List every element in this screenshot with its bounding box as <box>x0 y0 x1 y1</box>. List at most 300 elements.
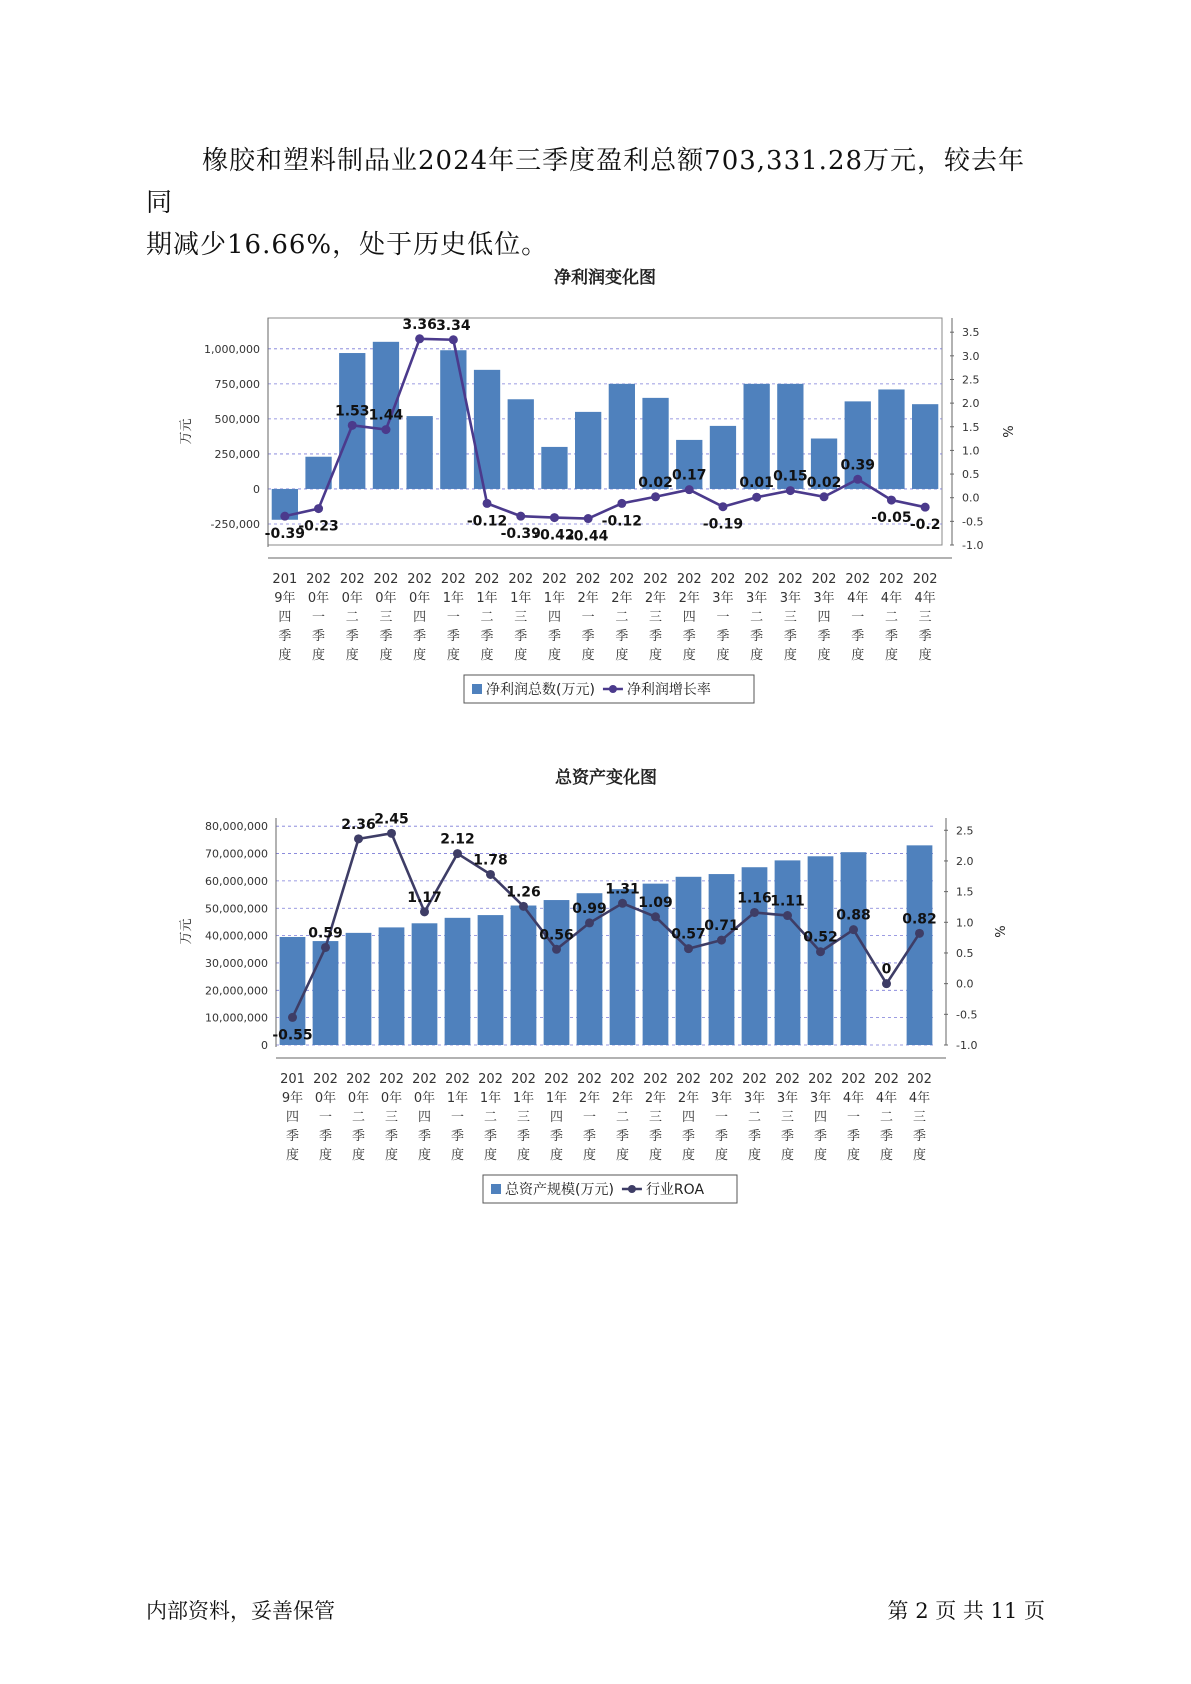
x-tick-label: 202 <box>577 1072 602 1087</box>
x-tick-label: 202 <box>874 1072 899 1087</box>
x-tick-label: 四 <box>817 610 831 625</box>
line-point <box>617 499 626 508</box>
x-tick-label: 一 <box>846 1110 861 1125</box>
y2-tick-label: -1.0 <box>956 1039 978 1052</box>
x-tick-label: 度 <box>817 648 831 663</box>
x-tick-label: 三 <box>514 610 528 625</box>
x-tick-label: 1年 <box>479 1091 502 1106</box>
bar <box>878 389 904 488</box>
x-tick-label: 202 <box>811 572 837 587</box>
x-tick-label: 季 <box>884 629 898 644</box>
x-tick-label: 一 <box>851 610 865 625</box>
x-tick-label: 度 <box>480 648 494 663</box>
line-point <box>321 943 330 952</box>
y-tick-label: 30,000,000 <box>205 956 268 970</box>
x-tick-label: 0年 <box>314 1091 337 1106</box>
y2-tick-label: 0.0 <box>956 977 974 991</box>
chart-title: 净利润变化图 <box>554 268 656 288</box>
x-tick-label: 3年 <box>743 1091 766 1106</box>
x-tick-label: 度 <box>318 1148 333 1163</box>
legend-bar-swatch <box>472 684 482 694</box>
y-tick-label: -250,000 <box>210 517 260 531</box>
y2-tick-label: 2.5 <box>956 824 974 838</box>
data-label: 0.02 <box>806 474 842 491</box>
x-tick-label: 度 <box>351 1148 366 1163</box>
x-tick-label: 1年 <box>476 591 498 606</box>
x-tick-label: 季 <box>483 1129 498 1144</box>
data-label: 0 <box>881 961 892 978</box>
y2-tick-label: 0.5 <box>956 946 974 960</box>
x-tick-label: 度 <box>516 1148 531 1163</box>
line-point <box>684 944 693 953</box>
data-label: 1.16 <box>737 890 772 907</box>
x-tick-label: 202 <box>478 1072 503 1087</box>
x-tick-label: 度 <box>681 1148 696 1163</box>
x-tick-label: 度 <box>413 648 427 663</box>
x-tick-label: 季 <box>312 629 326 644</box>
data-label: 1.78 <box>473 852 508 869</box>
y-tick-label: 40,000,000 <box>205 929 268 943</box>
x-tick-label: 202 <box>544 1072 569 1087</box>
x-tick-label: 度 <box>379 648 393 663</box>
x-tick-label: 2年 <box>611 591 633 606</box>
line-point <box>415 334 424 343</box>
x-tick-label: 1年 <box>543 591 566 606</box>
x-tick-label: 度 <box>615 1148 630 1163</box>
data-label: -0.12 <box>466 513 508 530</box>
bar <box>710 426 736 489</box>
x-tick-label: 季 <box>615 1129 630 1144</box>
x-tick-label: 202 <box>373 572 399 587</box>
line-point <box>752 493 761 502</box>
x-tick-label: 202 <box>775 1072 800 1087</box>
x-tick-label: 一 <box>312 610 326 625</box>
summary-line-1: 橡胶和塑料制品业2024年三季度盈利总额703,331.28万元，较去年同 <box>146 146 1026 218</box>
x-tick-label: 202 <box>542 572 567 587</box>
x-tick-label: 4年 <box>847 591 869 606</box>
y2-tick-label: 0.5 <box>962 468 980 482</box>
x-tick-label: 202 <box>575 572 601 587</box>
y2-tick-label: 1.0 <box>962 444 980 458</box>
line-point <box>816 947 825 956</box>
line-point <box>921 503 930 512</box>
x-tick-label: 季 <box>446 629 460 644</box>
line-point <box>651 912 660 921</box>
x-tick-label: 202 <box>511 1072 536 1087</box>
line-point <box>387 829 396 838</box>
summary-line-2: 期减少16.66%，处于历史低位。 <box>146 230 549 260</box>
x-tick-label: 202 <box>808 1072 833 1087</box>
bar <box>478 915 504 1045</box>
x-tick-label: 3年 <box>779 591 801 606</box>
x-tick-label: 202 <box>744 572 770 587</box>
x-tick-label: 1年 <box>545 1091 568 1106</box>
x-tick-label: 3年 <box>776 1091 799 1106</box>
x-tick-label: 二 <box>884 610 898 625</box>
y2-tick-label: -0.5 <box>956 1008 978 1022</box>
x-tick-label: 季 <box>549 1129 564 1144</box>
data-label: 0.52 <box>803 929 838 946</box>
x-tick-label: 3年 <box>809 1091 832 1106</box>
x-tick-label: 二 <box>615 610 629 625</box>
y2-tick-label: 2.5 <box>962 373 980 387</box>
net-profit-chart-svg <box>0 255 1191 725</box>
x-tick-label: 度 <box>285 1148 300 1163</box>
x-tick-label: 202 <box>346 1072 371 1087</box>
data-label: 0.71 <box>704 918 739 935</box>
x-tick-label: 度 <box>446 648 460 663</box>
x-tick-label: 202 <box>339 572 365 587</box>
line-point <box>516 512 525 521</box>
x-tick-label: 一 <box>581 610 595 625</box>
x-tick-label: 度 <box>582 1148 597 1163</box>
y2-tick-label: -0.5 <box>962 515 984 529</box>
bar <box>676 877 702 1045</box>
data-label: -0.23 <box>298 518 339 535</box>
line-point <box>584 514 593 523</box>
x-tick-label: 季 <box>285 1129 300 1144</box>
line-point <box>651 492 660 501</box>
data-label: 0.88 <box>836 907 871 924</box>
x-tick-label: 度 <box>450 1148 465 1163</box>
y-tick-label: 50,000,000 <box>205 902 268 916</box>
data-label: -0.12 <box>601 513 643 530</box>
data-label: -0.55 <box>272 1027 313 1044</box>
x-tick-label: 二 <box>750 610 764 625</box>
x-tick-label: 度 <box>716 648 730 663</box>
x-tick-label: 四 <box>682 610 696 625</box>
bar <box>412 923 438 1045</box>
x-tick-label: 4年 <box>842 1091 865 1106</box>
x-tick-label: 1年 <box>510 591 532 606</box>
line-point <box>280 512 289 521</box>
x-tick-label: 季 <box>747 1129 762 1144</box>
footer-page-number: 第 2 页 共 11 页 <box>887 1599 1045 1623</box>
line-point <box>348 421 357 430</box>
x-tick-label: 季 <box>379 629 393 644</box>
x-tick-label: 二 <box>615 1110 630 1125</box>
data-label: 2.45 <box>374 811 409 828</box>
x-tick-label: 0年 <box>375 591 397 606</box>
x-tick-label: 二 <box>351 1110 366 1125</box>
data-label: 0.01 <box>739 475 774 492</box>
bar <box>407 416 433 489</box>
x-tick-label: 3年 <box>813 591 835 606</box>
line-point <box>717 936 726 945</box>
y-tick-label: 10,000,000 <box>205 1011 268 1025</box>
data-label: 0.57 <box>671 926 706 943</box>
data-label: 0.56 <box>539 927 574 944</box>
x-tick-label: 季 <box>649 629 663 644</box>
x-tick-label: 季 <box>783 629 797 644</box>
x-tick-label: 一 <box>318 1110 333 1125</box>
x-tick-label: 四 <box>278 610 292 625</box>
x-tick-label: 季 <box>581 629 595 644</box>
x-tick-label: 202 <box>841 1072 866 1087</box>
data-label: 1.17 <box>407 889 442 906</box>
x-tick-label: 四 <box>413 610 427 625</box>
x-tick-label: 0年 <box>307 591 330 606</box>
x-tick-label: 2年 <box>644 591 667 606</box>
data-label: 0.02 <box>638 474 673 491</box>
line-point <box>288 1013 297 1022</box>
x-tick-label: 202 <box>440 572 466 587</box>
bar <box>609 384 635 489</box>
data-label: 1.53 <box>334 403 370 420</box>
data-label: -0.19 <box>702 516 744 533</box>
line-point <box>483 499 492 508</box>
x-tick-label: 季 <box>547 629 561 644</box>
y-tick-label: 750,000 <box>214 377 260 391</box>
bar <box>474 370 500 489</box>
x-tick-label: 度 <box>549 1148 564 1163</box>
x-tick-label: 0年 <box>341 591 363 606</box>
y-tick-label: 1,000,000 <box>204 342 260 356</box>
bar <box>508 399 534 489</box>
x-tick-label: 一 <box>716 610 730 625</box>
x-tick-label: 1年 <box>446 1091 469 1106</box>
x-tick-label: 季 <box>780 1129 795 1144</box>
line-point <box>420 907 429 916</box>
bar <box>346 933 372 1045</box>
x-tick-label: 度 <box>879 1148 894 1163</box>
x-tick-label: 3年 <box>746 591 768 606</box>
y-axis-label: 万元 <box>179 418 194 445</box>
x-tick-label: 2年 <box>577 591 599 606</box>
x-tick-label: 三 <box>780 1110 795 1125</box>
data-label: -0.2 <box>909 517 941 534</box>
x-tick-label: 季 <box>851 629 865 644</box>
y2-axis-label: % <box>999 425 1014 438</box>
data-label: 0.15 <box>773 468 808 485</box>
x-tick-label: 三 <box>783 610 797 625</box>
summary-paragraph <box>146 140 1046 266</box>
line-point <box>381 425 390 434</box>
x-tick-label: 季 <box>682 629 696 644</box>
x-tick-label: 度 <box>884 648 898 663</box>
total-assets-chart <box>0 755 1191 1225</box>
legend-line-label: 净利润增长率 <box>626 682 711 698</box>
x-tick-label: 202 <box>407 572 433 587</box>
line-point <box>550 513 559 522</box>
x-tick-label: 度 <box>514 648 528 663</box>
line-point <box>618 899 627 908</box>
bar <box>744 384 770 489</box>
x-tick-label: 202 <box>379 1072 404 1087</box>
x-tick-label: 季 <box>413 629 427 644</box>
data-label: 0.39 <box>840 457 876 474</box>
x-tick-label: 一 <box>714 1110 729 1125</box>
x-tick-label: 季 <box>516 1129 531 1144</box>
legend-bar-label: 净利润总数(万元) <box>486 682 595 698</box>
data-label: 1.09 <box>638 894 673 911</box>
line-point <box>314 504 323 513</box>
x-tick-label: 2年 <box>578 1091 601 1106</box>
y2-tick-label: 1.5 <box>962 420 980 434</box>
y2-tick-label: 2.0 <box>962 397 980 411</box>
x-tick-label: 季 <box>846 1129 861 1144</box>
x-tick-label: 季 <box>278 629 292 644</box>
x-tick-label: 202 <box>445 1072 470 1087</box>
x-tick-label: 度 <box>581 648 595 663</box>
x-tick-label: 季 <box>514 629 528 644</box>
data-label: 3.36 <box>402 316 437 333</box>
x-tick-label: 度 <box>649 648 663 663</box>
line-point <box>882 979 891 988</box>
x-tick-label: 202 <box>907 1072 932 1087</box>
x-tick-label: 三 <box>384 1110 399 1125</box>
y2-tick-label: 2.0 <box>956 854 974 868</box>
x-tick-label: 4年 <box>880 591 903 606</box>
x-tick-label: 202 <box>879 572 904 587</box>
x-tick-label: 季 <box>714 1129 729 1144</box>
x-tick-label: 202 <box>610 1072 635 1087</box>
x-tick-label: 1年 <box>442 591 464 606</box>
x-tick-label: 三 <box>516 1110 531 1125</box>
data-label: 1.44 <box>368 407 404 424</box>
y-tick-label: 80,000,000 <box>205 820 268 834</box>
x-tick-label: 二 <box>483 1110 498 1125</box>
x-tick-label: 季 <box>615 629 629 644</box>
line-point <box>552 945 561 954</box>
x-tick-label: 2年 <box>611 1091 634 1106</box>
x-tick-label: 四 <box>681 1110 696 1125</box>
line-point <box>786 486 795 495</box>
bar <box>511 906 537 1045</box>
x-tick-label: 二 <box>879 1110 894 1125</box>
bar <box>841 852 867 1045</box>
legend-line-marker <box>628 1185 636 1193</box>
x-tick-label: 9年 <box>281 1091 304 1106</box>
y-tick-label: 0 <box>261 1039 268 1052</box>
x-tick-label: 度 <box>783 648 797 663</box>
y2-tick-label: -1.0 <box>962 539 984 552</box>
x-tick-label: 度 <box>918 648 932 663</box>
line-point <box>849 925 858 934</box>
x-tick-label: 季 <box>879 1129 894 1144</box>
x-tick-label: 度 <box>615 648 629 663</box>
line-point <box>449 335 458 344</box>
y2-tick-label: 0.0 <box>962 491 980 505</box>
bar <box>912 404 938 489</box>
x-tick-label: 四 <box>285 1110 300 1125</box>
y2-axis-label: % <box>991 925 1006 938</box>
x-tick-label: 4年 <box>908 1091 931 1106</box>
data-label: 1.26 <box>506 884 541 901</box>
x-tick-label: 季 <box>417 1129 432 1144</box>
x-tick-label: 度 <box>750 648 764 663</box>
x-tick-label: 度 <box>714 1148 729 1163</box>
x-tick-label: 度 <box>851 648 865 663</box>
x-tick-label: 一 <box>446 610 460 625</box>
bar <box>440 350 466 489</box>
data-label: 2.12 <box>440 831 475 848</box>
x-tick-label: 度 <box>780 1148 795 1163</box>
x-tick-label: 202 <box>412 1072 437 1087</box>
x-tick-label: 二 <box>747 1110 762 1125</box>
legend-line-marker <box>609 685 617 693</box>
x-tick-label: 四 <box>549 1110 564 1125</box>
x-tick-label: 202 <box>306 572 331 587</box>
data-label: 0.82 <box>902 911 937 928</box>
x-tick-label: 202 <box>676 572 702 587</box>
x-tick-label: 2年 <box>678 591 700 606</box>
x-tick-label: 202 <box>742 1072 767 1087</box>
x-tick-label: 度 <box>483 1148 498 1163</box>
x-tick-label: 度 <box>547 648 561 663</box>
data-label: 0.59 <box>308 925 343 942</box>
x-tick-label: 三 <box>379 610 393 625</box>
data-label: -0.39 <box>264 526 306 543</box>
bar <box>541 447 567 489</box>
x-tick-label: 三 <box>918 610 932 625</box>
x-tick-label: 一 <box>450 1110 465 1125</box>
line-point <box>453 849 462 858</box>
x-tick-label: 202 <box>643 572 668 587</box>
line-point <box>685 485 694 494</box>
x-tick-label: 度 <box>278 648 292 663</box>
line-point <box>519 902 528 911</box>
chart-title: 总资产变化图 <box>555 768 657 788</box>
x-tick-label: 季 <box>345 629 359 644</box>
bar <box>575 412 601 489</box>
y2-tick-label: 1.0 <box>956 916 974 930</box>
x-tick-label: 0年 <box>347 1091 370 1106</box>
line-point <box>486 870 495 879</box>
data-label: 0.99 <box>572 900 607 917</box>
y2-tick-label: 3.5 <box>962 326 980 340</box>
x-tick-label: 二 <box>480 610 494 625</box>
line-point <box>820 492 829 501</box>
data-label: -0.05 <box>871 510 912 527</box>
bar <box>544 900 570 1045</box>
x-tick-label: 一 <box>582 1110 597 1125</box>
x-tick-label: 202 <box>676 1072 701 1087</box>
x-tick-label: 季 <box>918 629 932 644</box>
x-tick-label: 季 <box>351 1129 366 1144</box>
x-tick-label: 四 <box>547 610 561 625</box>
bar <box>775 860 801 1045</box>
x-tick-label: 202 <box>609 572 635 587</box>
line-point <box>887 496 896 505</box>
x-tick-label: 202 <box>709 1072 734 1087</box>
x-tick-label: 9年 <box>274 591 296 606</box>
line-point <box>718 502 727 511</box>
x-tick-label: 季 <box>480 629 494 644</box>
x-tick-label: 季 <box>716 629 730 644</box>
x-tick-label: 度 <box>846 1148 861 1163</box>
data-label: 1.31 <box>605 881 640 898</box>
y-tick-label: 60,000,000 <box>205 874 268 888</box>
footer-confidential-note: 内部资料，妥善保管 <box>146 1599 335 1623</box>
y-tick-label: 500,000 <box>214 412 260 426</box>
x-tick-label: 季 <box>912 1129 927 1144</box>
x-tick-label: 2年 <box>677 1091 700 1106</box>
x-tick-label: 四 <box>417 1110 432 1125</box>
data-label: 2.36 <box>341 816 376 833</box>
line-point <box>354 834 363 843</box>
data-label: 3.34 <box>436 317 471 334</box>
y2-tick-label: 1.5 <box>956 885 974 899</box>
x-tick-label: 度 <box>682 648 696 663</box>
x-tick-label: 201 <box>280 1072 305 1087</box>
x-tick-label: 4年 <box>914 591 936 606</box>
x-tick-label: 度 <box>417 1148 432 1163</box>
x-tick-label: 三 <box>648 1110 663 1125</box>
x-tick-label: 度 <box>912 1148 927 1163</box>
x-tick-label: 3年 <box>712 591 734 606</box>
y-tick-label: 70,000,000 <box>205 847 268 861</box>
